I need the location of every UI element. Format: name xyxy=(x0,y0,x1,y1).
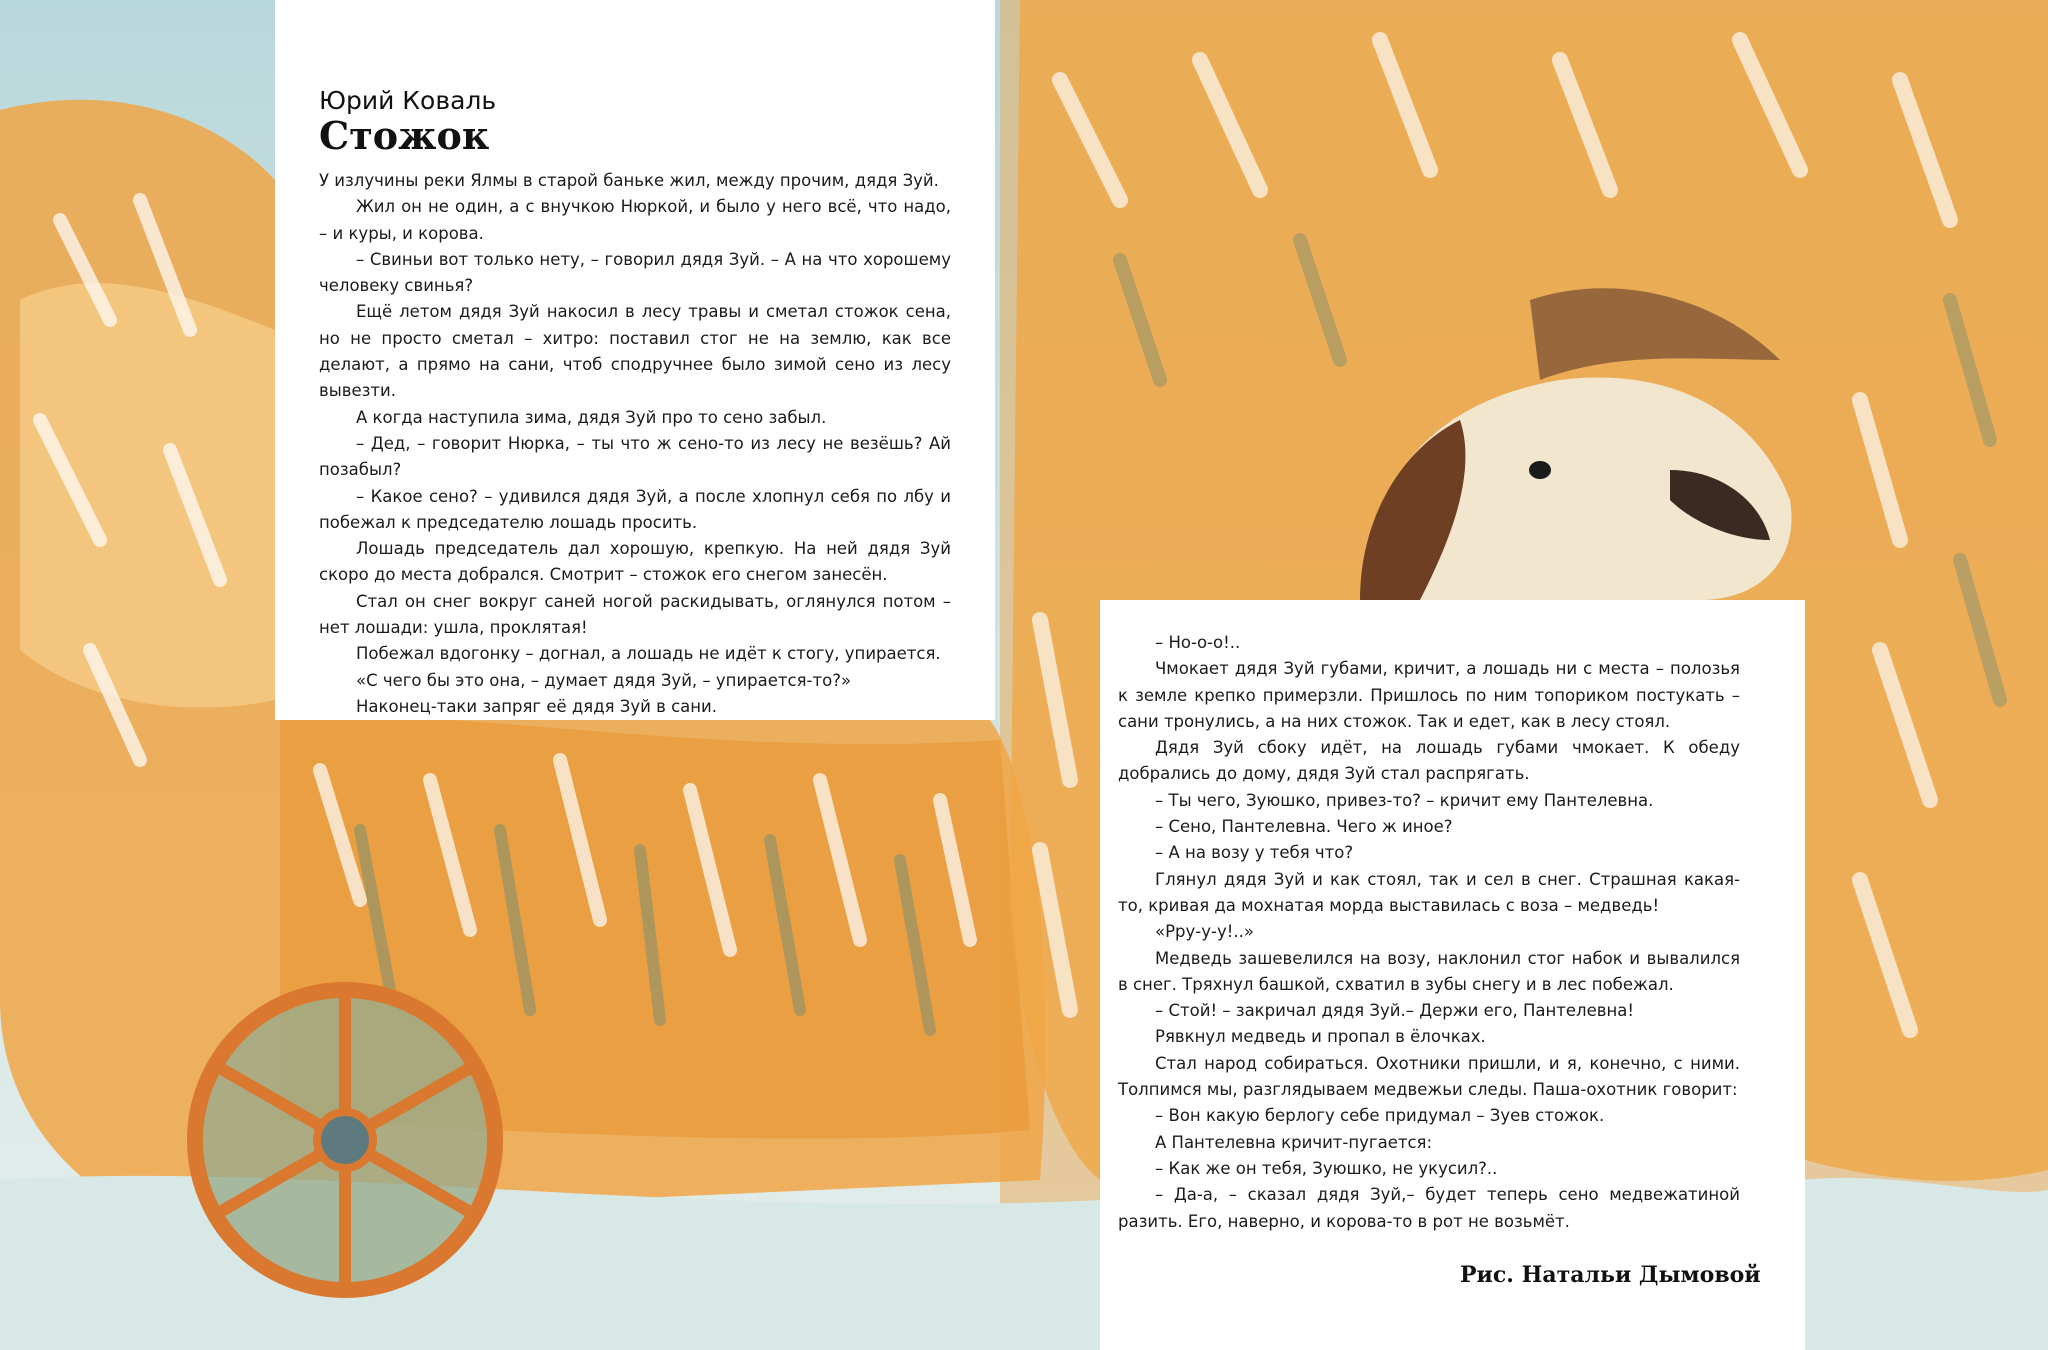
paragraph: Стал он снег вокруг саней ногой раскидывать, оглянулся потом – нет лошади: ушла, проклятая! xyxy=(319,591,951,638)
paragraph: Медведь зашевелился на возу, наклонил стог набок и вывалился в снег. Тряхнул башкой, схватил в зубы снегу и в лес побежал. xyxy=(1118,948,1740,994)
paragraph: Рявкнул медведь и пропал в ёлочках. xyxy=(1155,1027,1486,1047)
paragraph: Стал народ собираться. Охотники пришли, и я, конечно, с ними. Толпимся мы, разглядываем медвежьи следы. Паша-охотник говорит: xyxy=(1118,1053,1740,1100)
paragraph: «С чего бы это она, – думает дядя Зуй, – упирается-то?» xyxy=(356,670,852,690)
paragraph: Лошадь председатель дал хорошую, крепкую. На ней дядя Зуй скоро до места добрался. Смотрит – стожок его снегом занесён. xyxy=(319,539,951,585)
paragraph: А когда наступила зима, дядя Зуй про то сено забыл. xyxy=(356,407,827,427)
paragraph: А Пантелевна кричит-пугается: xyxy=(1155,1132,1433,1152)
paragraph: – Да-а, – сказал дядя Зуй,– будет теперь сено медвежатиной разить. Его, наверно, и корова-то в рот не возьмёт. xyxy=(1118,1185,1740,1231)
paragraph: Дядя Зуй сбоку идёт, на лошадь губами чмокает. К обеду добрались до дому, дядя Зуй стал распрягать. xyxy=(1118,738,1740,784)
paragraph: – Свиньи вот только нету, – говорил дядя Зуй. – А на что хорошему человеку свинья? xyxy=(319,249,951,296)
paragraph: Побежал вдогонку – догнал, а лошадь не идёт к стогу, упирается. xyxy=(356,644,941,664)
paragraph: – Сено, Пантелевна. Чего ж иное? xyxy=(1155,817,1453,837)
snow-ground-right xyxy=(1800,1178,2048,1350)
paragraph: – Вон какую берлогу себе придумал – Зуев стожок. xyxy=(1155,1106,1605,1126)
paragraph: Глянул дядя Зуй и как стоял, так и сел в снег. Страшная какая-то, кривая да мохнатая морда выставилась с воза – медведь! xyxy=(1118,869,1740,915)
sled-wheel xyxy=(195,990,495,1290)
paragraph: – Ты чего, Зуюшко, привез-то? – кричит ему Пантелевна. xyxy=(1155,790,1654,810)
illustration-credit: Рис. Натальи Дымовой xyxy=(1460,1262,1761,1288)
paragraph: Жил он не один, а с внучкою Нюркой, и было у него всё, что надо, – и куры, и корова. xyxy=(319,197,951,243)
paragraph: «Рру-у-у!..» xyxy=(1155,922,1254,942)
right-column-text xyxy=(1118,630,1740,1235)
paragraph: – Дед, – говорит Нюрка, – ты что ж сено-то из лесу не везёшь? Ай позабыл? xyxy=(319,433,951,480)
left-column-text xyxy=(319,168,951,720)
paragraph: – Но-о-о!.. xyxy=(1155,633,1241,652)
paragraph: – Как же он тебя, Зуюшко, не укусил?.. xyxy=(1155,1158,1498,1178)
paragraph: – Какое сено? – удивился дядя Зуй, а после хлопнул себя по лбу и побежал к председателю лошадь просить. xyxy=(319,486,951,532)
paragraph: – Стой! – закричал дядя Зуй.– Держи его, Пантелевна! xyxy=(1155,1001,1634,1021)
paragraph: Наконец-таки запряг её дядя Зуй в сани. xyxy=(356,696,718,716)
paragraph: Чмокает дядя Зуй губами, кричит, а лошадь ни с места – полозья к земле крепко примерзли. Пришлось по ним топориком постукать – сани тронулись, а на них стожок. Так и едет, как в лесу стоял. xyxy=(1118,659,1740,731)
paragraph: У излучины реки Ялмы в старой баньке жил, между прочим, дядя Зуй. xyxy=(319,171,939,190)
story-title: Стожок xyxy=(319,113,490,158)
paragraph: Ещё летом дядя Зуй накосил в лесу травы и сметал стожок сена, но не просто сметал – хитро: поставил стог не на землю, как все делают, а прямо на сани, чтоб сподручнее было зимой сено из лесу вывезти. xyxy=(319,302,951,401)
story-author: Юрий Коваль xyxy=(319,86,497,115)
paragraph: – А на возу у тебя что? xyxy=(1155,843,1354,863)
